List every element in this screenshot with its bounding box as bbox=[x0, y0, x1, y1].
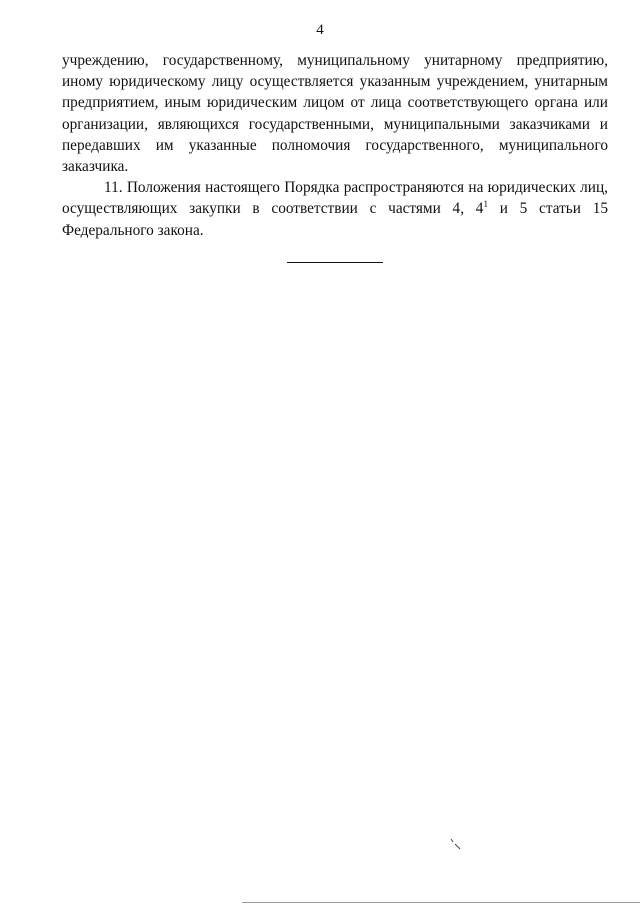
superscript-index: 1 bbox=[483, 199, 488, 210]
paragraph-item-11-text: 11. Положения настоящего Порядка распространяются на юридических лиц, осуществляющих закупки в соответствии с частями 4, 4 bbox=[62, 179, 608, 218]
page-number: 4 bbox=[316, 22, 324, 38]
body-text bbox=[62, 50, 608, 241]
scan-artifact-mark bbox=[450, 838, 462, 850]
end-separator-line bbox=[287, 262, 383, 263]
paragraph-item-11 bbox=[62, 177, 608, 241]
scan-bottom-edge bbox=[242, 902, 640, 903]
paragraph-item-11-tail: и 5 статьи 15 Федерального закона. bbox=[62, 200, 608, 239]
paragraph-continuation: учреждению, государственному, муниципальному унитарному предприятию, иному юридическому лицу осуществляется указанным учреждением, унитарным предприятием, иным юридическим лицом от лица соответствующего органа или организации, являющихся государственными, муниципальными заказчиками и передавших им указанные полномочия государственного, муниципального заказчика. bbox=[62, 52, 608, 176]
